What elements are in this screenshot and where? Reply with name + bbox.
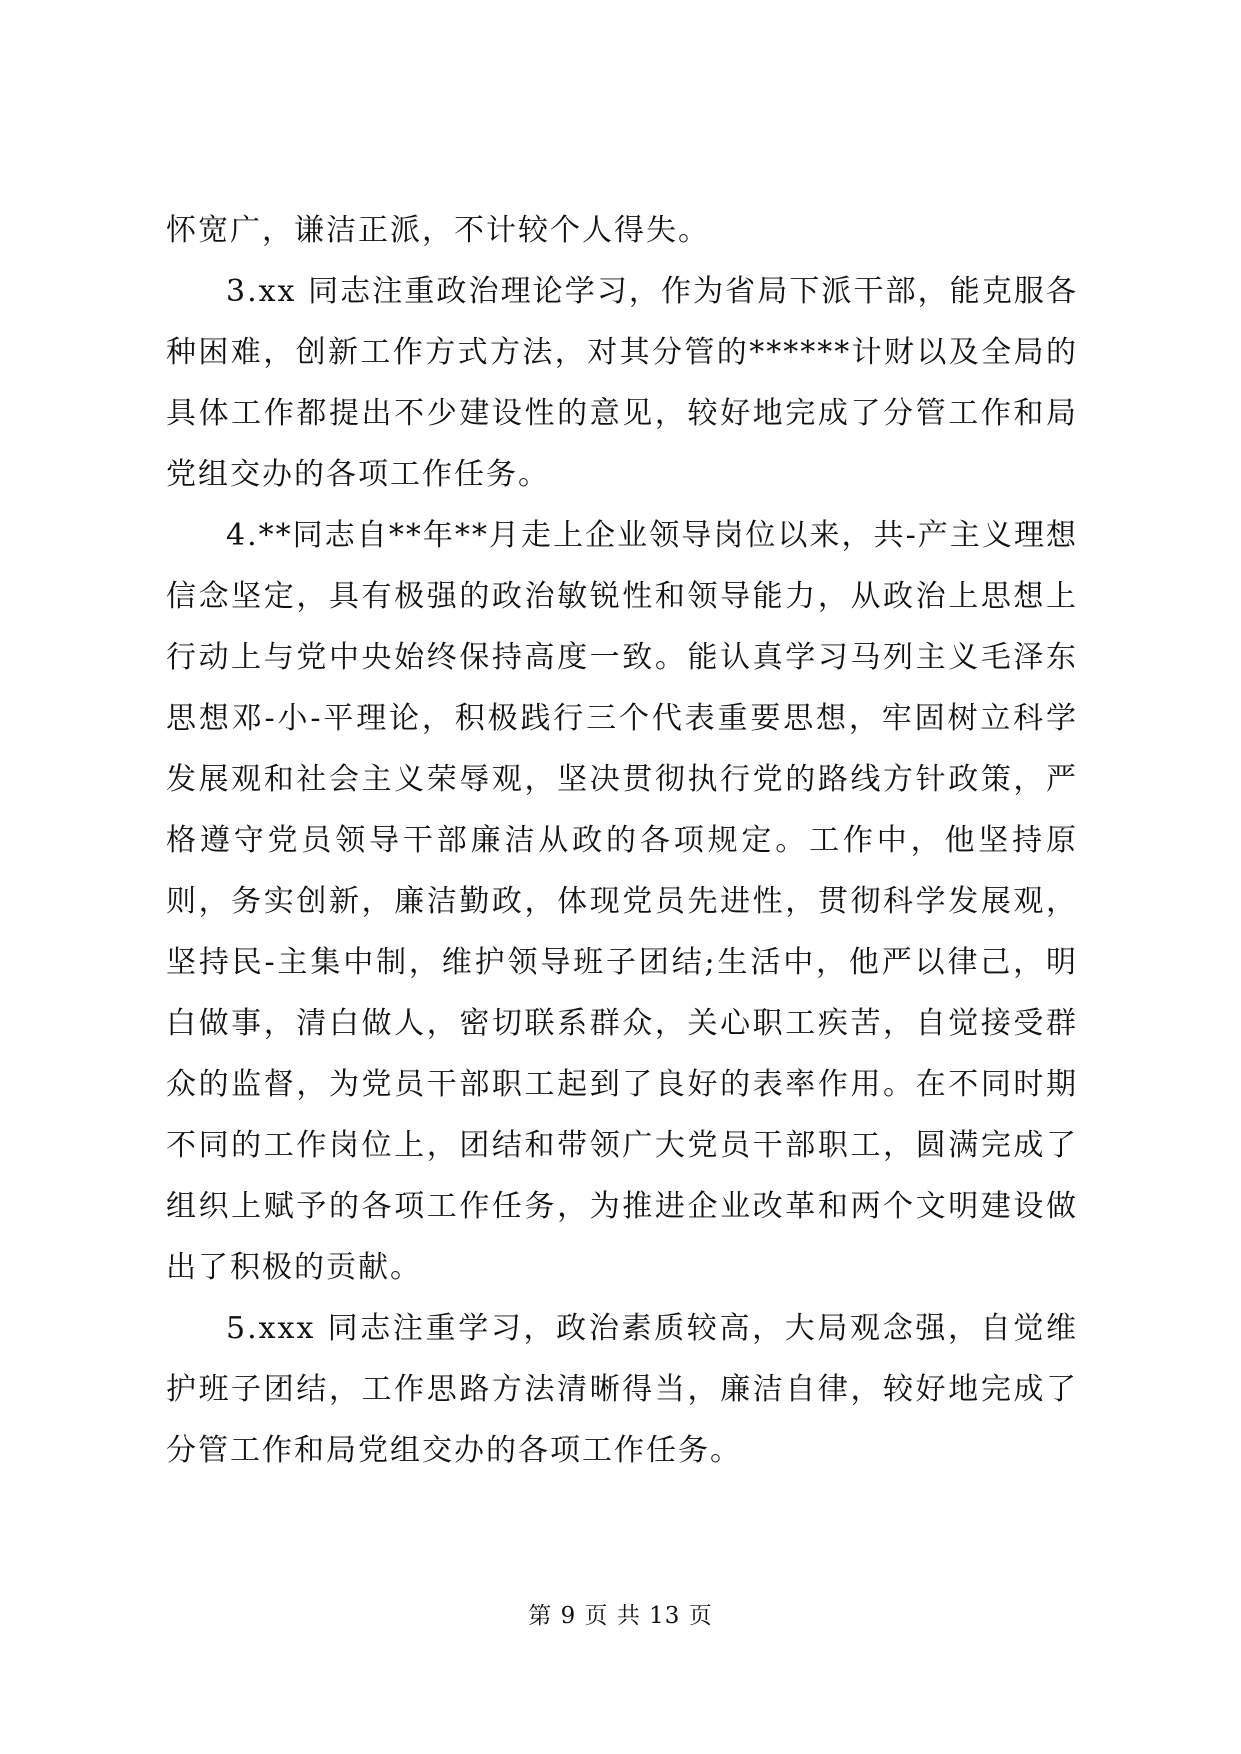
- paragraph-item-5: 5.xxx 同志注重学习，政治素质较高，大局观念强，自觉维护班子团结，工作思路方法清晰得当，廉洁自律，较好地完成了分管工作和局党组交办的各项工作任务。: [166, 1311, 1078, 1468]
- paragraph-item-4: 4.**同志自**年**月走上企业领导岗位以来，共-产主义理想信念坚定，具有极强的政治敏锐性和领导能力，从政治上思想上行动上与党中央始终保持高度一致。能认真学习马列主义毛泽东思想邓-小-平理论，积极践行三个代表重要思想，牢固树立科学发展观和社会主义荣辱观，坚决贯彻执行党的路线方针政策，严格遵守党员领导干部廉洁从政的各项规定。工作中，他坚持原则，务实创新，廉洁勤政，体现党员先进性，贯彻科学发展观，坚持民-主集中制，维护领导班子团结;生活中，他严以律己，明白做事，清白做人，密切联系群众，关心职工疾苦，自觉接受群众的监督，为党员干部职工起到了良好的表率作用。在不同时期不同的工作岗位上，团结和带领广大党员干部职工，圆满完成了组织上赋予的各项工作任务，为推进企业改革和两个文明建设做出了积极的贡献。: [166, 518, 1078, 1285]
- paragraph-continuation: 怀宽广，谦洁正派，不计较个人得失。: [166, 213, 710, 248]
- paragraph-item-3: 3.xx 同志注重政治理论学习，作为省局下派干部，能克服各种困难，创新工作方式方法，对其分管的******计财以及全局的具体工作都提出不少建设性的意见，较好地完成了分管工作和局党组交办的各项工作任务。: [166, 274, 1078, 492]
- page-number-footer: 第 9 页 共 13 页: [528, 1603, 713, 1629]
- document-body: [166, 200, 1078, 1481]
